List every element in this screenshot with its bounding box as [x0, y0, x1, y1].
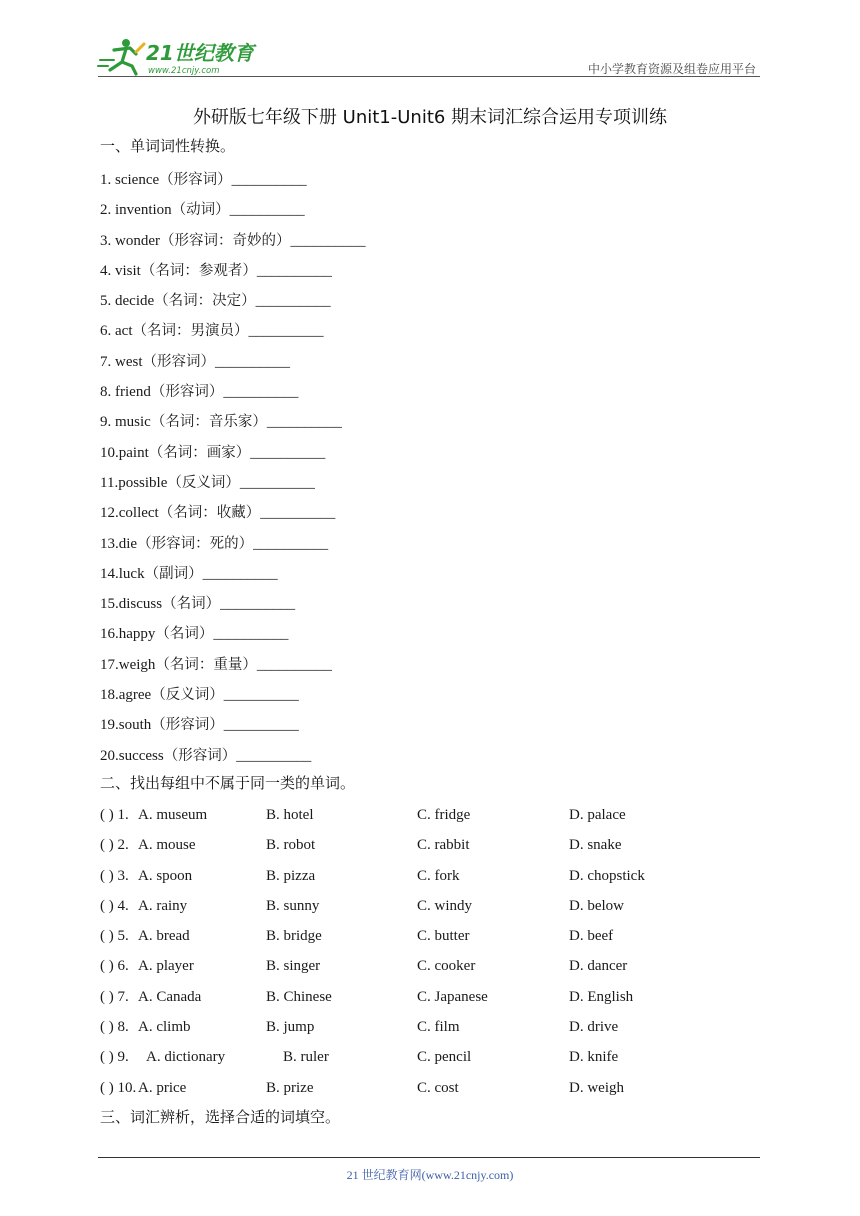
- answer-blank[interactable]: __________: [250, 444, 326, 461]
- answer-blank[interactable]: __________: [248, 323, 324, 340]
- item-word: decide: [115, 293, 155, 310]
- question-row: [100, 951, 760, 981]
- option-c: C. windy: [417, 897, 473, 914]
- item-hint: （名词：重量）: [155, 656, 257, 673]
- list-item: [100, 195, 366, 225]
- item-number: 1.: [100, 172, 115, 188]
- answer-blank[interactable]: __________: [253, 535, 329, 552]
- list-item: [100, 529, 366, 559]
- item-word: science: [115, 172, 160, 188]
- option-a: A. Canada: [138, 988, 202, 1005]
- option-d: D. drive: [569, 1019, 619, 1036]
- header-divider: [98, 76, 760, 77]
- option-c: C. cost: [417, 1079, 459, 1096]
- item-hint: （反义词）: [167, 474, 240, 491]
- answer-blank[interactable]: __________: [223, 687, 299, 704]
- answer-blank[interactable]: __________: [290, 232, 366, 249]
- page-title: 外研版七年级下册 Unit1-Unit6 期末词汇综合运用专项训练: [192, 107, 668, 128]
- option-d: D. chopstick: [569, 867, 645, 884]
- list-item: [100, 710, 366, 740]
- item-hint: （名词：画家）: [148, 444, 251, 461]
- item-word: paint: [118, 444, 149, 461]
- list-item: [100, 498, 366, 528]
- option-b: B. ruler: [283, 1049, 329, 1066]
- answer-blank[interactable]: __________: [215, 353, 290, 370]
- list-item: [100, 589, 366, 619]
- item-word: happy: [118, 626, 156, 643]
- header-platform-text: 中小学教育资源及组卷应用平台: [587, 62, 756, 76]
- answer-blank[interactable]: __________: [231, 172, 307, 188]
- list-item: [100, 619, 366, 649]
- item-hint: （动词）: [171, 202, 230, 219]
- item-word: visit: [115, 262, 141, 279]
- answer-bracket[interactable]: ( ) 3.: [100, 867, 129, 884]
- item-hint: （形容词）: [150, 384, 224, 401]
- answer-bracket[interactable]: ( ) 4.: [100, 897, 129, 914]
- option-c: C. fork: [417, 867, 460, 884]
- item-hint: （名词：音乐家）: [150, 414, 267, 431]
- option-b: B. jump: [266, 1019, 315, 1036]
- section1-heading: 一、单词词性转换。: [100, 137, 236, 155]
- list-item: [100, 347, 366, 377]
- item-hint: （名词）: [162, 596, 221, 613]
- item-hint: （形容词）: [163, 747, 237, 764]
- word-form-list: [100, 165, 366, 771]
- answer-blank[interactable]: __________: [220, 596, 296, 613]
- item-hint: （反义词）: [151, 687, 224, 704]
- section3-heading: 三、词汇辨析，选择合适的词填空。: [100, 1108, 341, 1126]
- option-c: C. rabbit: [417, 837, 470, 854]
- item-word: music: [115, 414, 151, 431]
- item-word: die: [118, 535, 138, 552]
- option-c: C. Japanese: [417, 988, 488, 1005]
- question-row: [100, 1042, 760, 1072]
- answer-blank[interactable]: __________: [202, 565, 278, 582]
- option-a: A. rainy: [138, 897, 188, 914]
- site-logo: [96, 36, 266, 78]
- answer-blank[interactable]: __________: [266, 414, 342, 431]
- item-hint: （形容词：奇妙的）: [160, 232, 291, 249]
- answer-bracket[interactable]: ( ) 2.: [100, 837, 129, 854]
- option-d: D. knife: [569, 1049, 619, 1066]
- question-row: [100, 830, 760, 860]
- list-item: [100, 438, 366, 468]
- logo-url: www.21cnjy.com: [148, 66, 220, 76]
- item-hint: （名词：决定）: [154, 293, 256, 310]
- item-number: 18.: [100, 687, 119, 704]
- item-number: 10.: [100, 444, 119, 461]
- list-item: [100, 468, 366, 498]
- item-hint: （形容词）: [142, 353, 215, 370]
- item-hint: （名词：男演员）: [132, 323, 249, 340]
- answer-bracket[interactable]: ( ) 1.: [100, 807, 129, 823]
- item-word: wonder: [115, 232, 160, 249]
- option-a: A. player: [138, 958, 194, 975]
- question-row: [100, 861, 760, 891]
- item-word: possible: [118, 474, 168, 491]
- answer-bracket[interactable]: ( ) 5.: [100, 928, 129, 945]
- question-row: [100, 921, 760, 951]
- list-item: [100, 286, 366, 316]
- list-item: [100, 741, 366, 771]
- item-hint: （形容词）: [159, 172, 232, 188]
- question-row: [100, 800, 760, 830]
- item-word: west: [115, 353, 143, 370]
- option-c: C. pencil: [417, 1049, 472, 1066]
- item-number: 4.: [100, 262, 115, 279]
- option-d: D. palace: [569, 807, 626, 823]
- option-b: B. singer: [266, 958, 321, 975]
- list-item: [100, 650, 366, 680]
- option-a: A. climb: [138, 1019, 191, 1036]
- item-word: discuss: [118, 596, 163, 613]
- item-hint: （名词：收藏）: [158, 505, 261, 522]
- option-c: C. film: [417, 1019, 460, 1036]
- item-number: 6.: [100, 323, 115, 340]
- list-item: [100, 407, 366, 437]
- odd-one-out-list: [100, 800, 760, 1103]
- answer-blank[interactable]: __________: [223, 717, 299, 734]
- item-number: 13.: [100, 535, 119, 552]
- item-number: 17.: [100, 656, 119, 673]
- option-b: B. sunny: [266, 897, 320, 914]
- footer-divider: [98, 1157, 760, 1158]
- item-number: 20.: [100, 747, 119, 764]
- item-number: 19.: [100, 717, 119, 734]
- item-word: south: [118, 717, 152, 734]
- answer-bracket[interactable]: ( ) 8.: [100, 1019, 129, 1036]
- list-item: [100, 377, 366, 407]
- list-item: [100, 165, 366, 195]
- answer-blank[interactable]: __________: [239, 474, 315, 491]
- option-a: A. bread: [138, 928, 190, 945]
- footer-text[interactable]: 21 世纪教育网(www.21cnjy.com): [346, 1168, 514, 1182]
- item-number: 7.: [100, 353, 115, 370]
- answer-blank[interactable]: __________: [260, 505, 336, 522]
- item-number: 12.: [100, 505, 119, 522]
- section2-heading: 二、找出每组中不属于同一类的单词。: [100, 774, 356, 792]
- answer-blank[interactable]: __________: [256, 262, 332, 279]
- list-item: [100, 256, 366, 286]
- answer-bracket[interactable]: ( ) 10.: [100, 1079, 137, 1096]
- option-c: C. fridge: [417, 807, 471, 823]
- list-item: [100, 316, 366, 346]
- item-number: 16.: [100, 626, 119, 643]
- option-a: A. mouse: [138, 837, 196, 854]
- option-a: A. spoon: [138, 867, 193, 884]
- option-b: B. Chinese: [266, 988, 332, 1005]
- runner-icon: [98, 39, 144, 74]
- item-number: 15.: [100, 596, 119, 613]
- answer-bracket[interactable]: ( ) 9.: [100, 1049, 129, 1066]
- item-number: 11.: [100, 474, 119, 491]
- item-hint: （副词）: [144, 565, 203, 582]
- answer-blank[interactable]: __________: [256, 656, 332, 673]
- option-b: B. prize: [266, 1079, 314, 1096]
- item-hint: （形容词：死的）: [137, 535, 254, 552]
- item-word: luck: [118, 565, 145, 582]
- question-row: [100, 891, 760, 921]
- answer-blank[interactable]: __________: [255, 293, 331, 310]
- item-number: 5.: [100, 293, 115, 310]
- option-d: D. below: [569, 897, 624, 914]
- answer-bracket[interactable]: ( ) 6.: [100, 958, 129, 975]
- logo-text: 21世纪教育: [146, 41, 254, 65]
- option-a: A. museum: [138, 807, 208, 823]
- answer-blank[interactable]: __________: [236, 747, 312, 764]
- answer-blank[interactable]: __________: [223, 384, 299, 401]
- option-d: D. dancer: [569, 958, 628, 975]
- list-item: [100, 559, 366, 589]
- item-word: agree: [118, 687, 152, 704]
- option-d: D. snake: [569, 837, 622, 854]
- question-row: [100, 1073, 760, 1103]
- item-hint: （名词）: [155, 626, 214, 643]
- item-number: 2.: [100, 202, 115, 219]
- answer-blank[interactable]: __________: [229, 202, 305, 219]
- item-hint: （名词：参观者）: [140, 262, 257, 279]
- item-word: act: [115, 323, 133, 340]
- item-hint: （形容词）: [151, 717, 224, 734]
- item-word: collect: [118, 505, 159, 522]
- option-d: D. beef: [569, 928, 614, 945]
- option-c: C. cooker: [417, 958, 476, 975]
- item-number: 3.: [100, 232, 115, 249]
- item-word: weigh: [118, 656, 156, 673]
- item-number: 8.: [100, 384, 115, 401]
- item-word: invention: [115, 202, 172, 219]
- list-item: [100, 680, 366, 710]
- option-b: B. pizza: [266, 867, 316, 884]
- answer-bracket[interactable]: ( ) 7.: [100, 988, 129, 1005]
- question-row: [100, 1012, 760, 1042]
- option-d: D. English: [569, 988, 634, 1005]
- option-c: C. butter: [417, 928, 470, 945]
- list-item: [100, 226, 366, 256]
- option-b: B. robot: [266, 837, 316, 854]
- item-number: 9.: [100, 414, 115, 431]
- answer-blank[interactable]: __________: [213, 626, 289, 643]
- item-number: 14.: [100, 565, 119, 582]
- option-a: A. price: [138, 1079, 187, 1096]
- option-b: B. bridge: [266, 928, 322, 945]
- item-word: success: [118, 747, 164, 764]
- item-word: friend: [115, 384, 151, 401]
- option-a: A. dictionary: [146, 1049, 226, 1066]
- question-row: [100, 982, 760, 1012]
- option-d: D. weigh: [569, 1079, 624, 1096]
- option-b: B. hotel: [266, 807, 314, 823]
